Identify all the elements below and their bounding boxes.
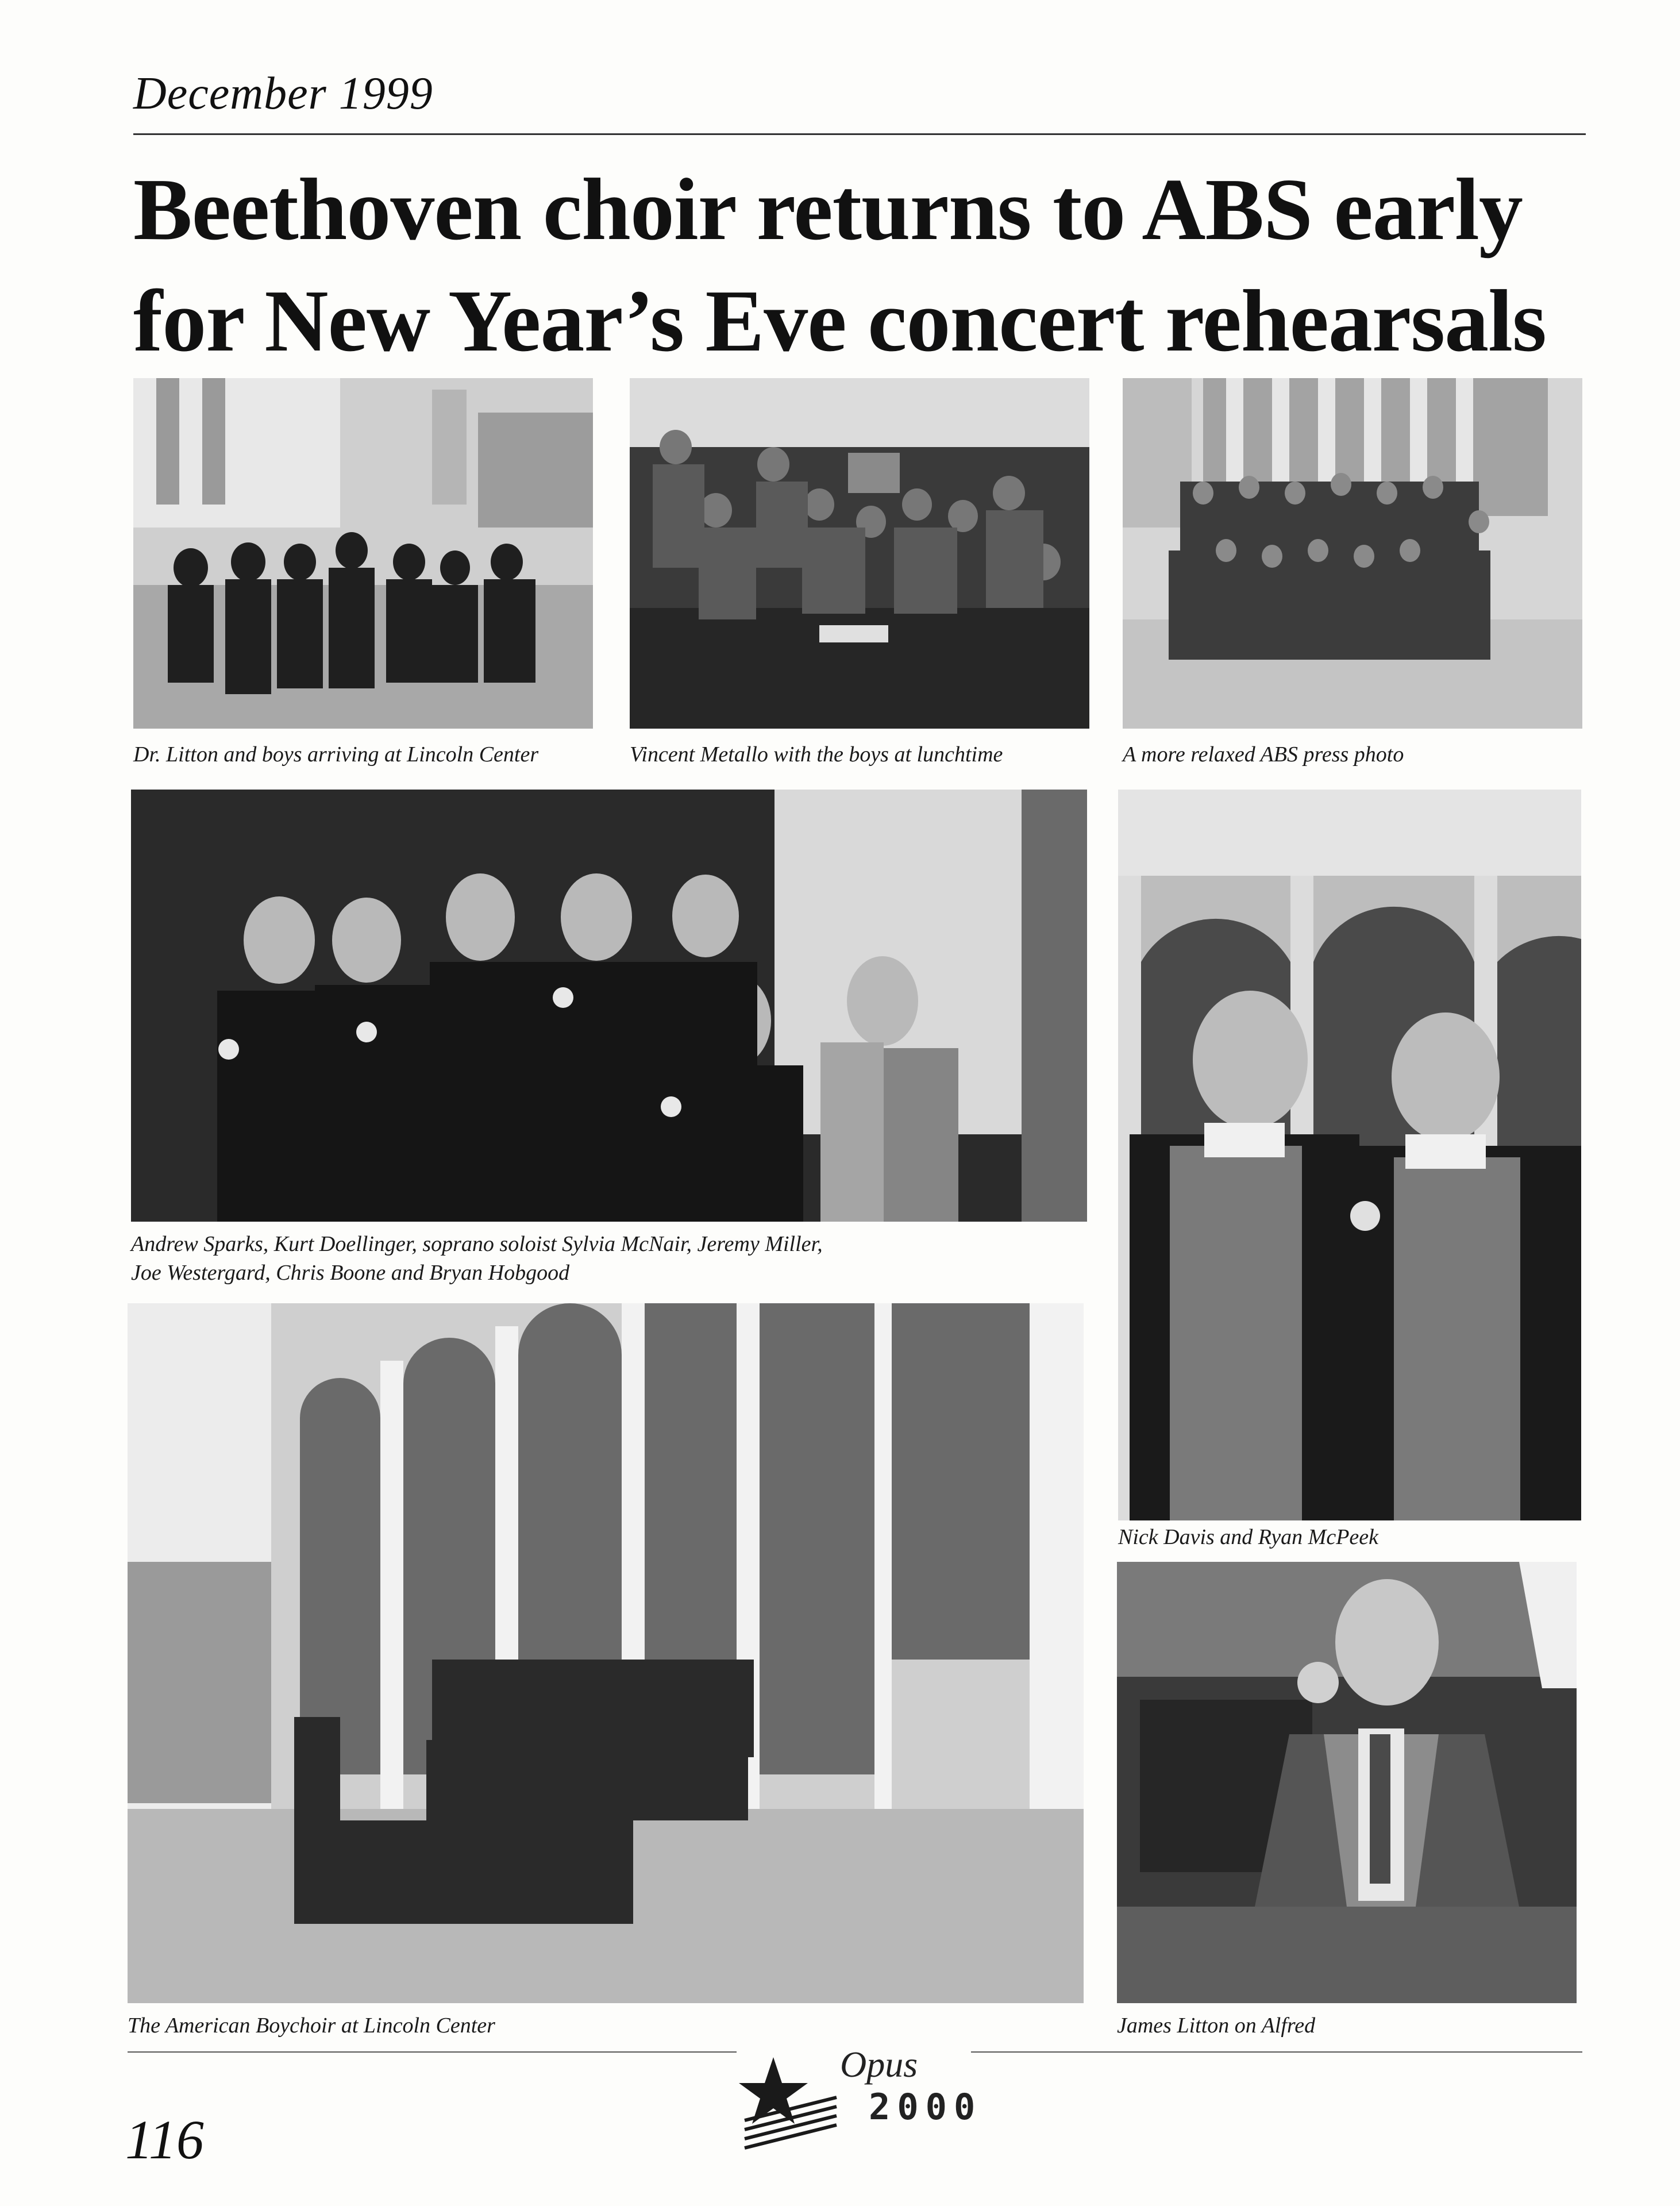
photo-press-image [1123,378,1582,729]
caption-group-soloist-2: Joe Westergard, Chris Boone and Bryan Hobgood [131,1261,570,1285]
caption-arrival: Dr. Litton and boys arriving at Lincoln Center [133,742,539,767]
footer-rule-left [128,2051,737,2053]
photo-lunch-image [630,378,1089,729]
photo-litton-phone-image [1117,1562,1577,2003]
photo-two-boys-image [1118,790,1581,1520]
headline [133,154,1604,377]
photo-two-boys [1118,790,1581,1520]
photo-boychoir [128,1303,1084,2003]
photo-litton-phone [1117,1562,1577,2003]
header-rule [133,133,1586,135]
logo-year: 2000 [869,2086,982,2128]
photo-arrival-image [133,378,593,729]
page-number: 116 [125,2109,204,2170]
photo-press [1123,378,1582,729]
headline-line-2: for New Year’s Eve concert rehearsals [133,272,1546,370]
opus-star-logo-icon [739,2051,842,2155]
photo-group-soloist [131,790,1087,1222]
photo-lunch [630,378,1089,729]
photo-boychoir-image [128,1303,1084,2003]
caption-boychoir: The American Boychoir at Lincoln Center [128,2013,495,2038]
caption-press: A more relaxed ABS press photo [1123,742,1404,767]
caption-two-boys: Nick Davis and Ryan McPeek [1118,1525,1379,1549]
caption-lunch: Vincent Metallo with the boys at lunchtime [630,742,1003,767]
caption-litton-phone: James Litton on Alfred [1117,2013,1316,2038]
headline-line-1: Beethoven choir returns to ABS early [133,161,1523,259]
dateline: December 1999 [133,68,433,119]
logo-opus-word: Opus [840,2044,918,2085]
photo-group-soloist-image [131,790,1087,1222]
photo-arrival [133,378,593,729]
footer-rule-right [971,2051,1582,2053]
caption-group-soloist-1: Andrew Sparks, Kurt Doellinger, soprano soloist Sylvia McNair, Jeremy Miller, [131,1232,823,1256]
